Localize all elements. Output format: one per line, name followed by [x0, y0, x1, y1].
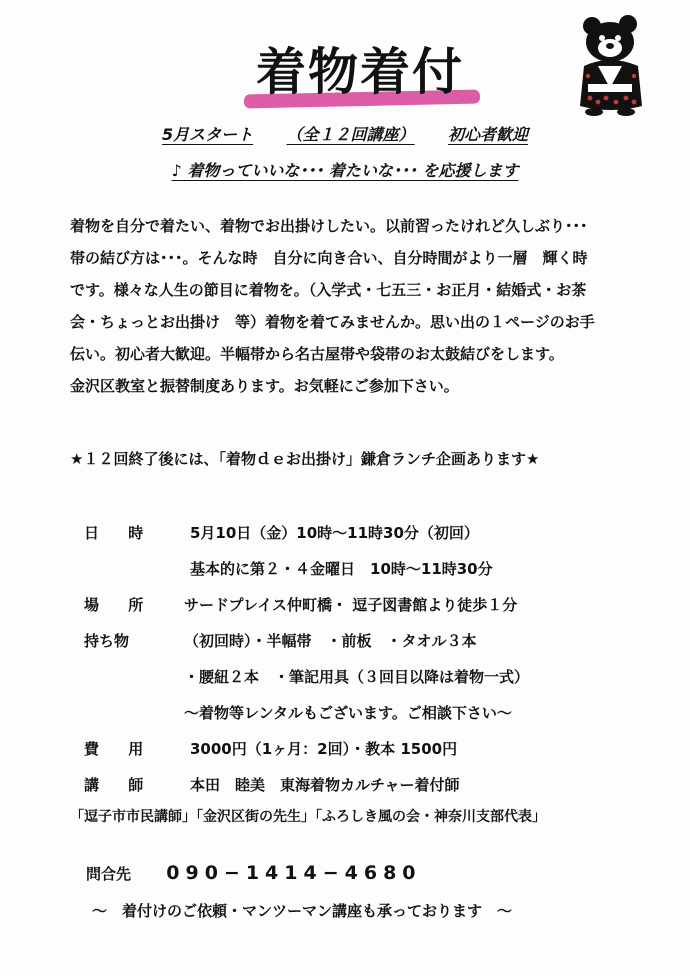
datetime-label: 日 時	[84, 524, 156, 542]
subtitle-start: 5月スタート	[161, 125, 254, 144]
items-row-3	[84, 696, 664, 732]
place-value: サードプレイス仲町橋・ 逗子図書館より徒歩１分	[184, 596, 518, 614]
teacher-row	[84, 768, 664, 804]
intro-line: 会・ちょっとお出掛け 等）着物を着てみませんか。思い出の１ページのお手	[70, 313, 595, 331]
items-value-2: ・腰紐２本 ・筆記用具（３回目以降は着物一式）	[184, 668, 530, 686]
fee-row	[84, 732, 664, 768]
footer-note: 〜 着付けのご依頼・マンツーマン講座も承っております 〜	[92, 902, 513, 920]
teacher-value: 本田 睦美 東海着物カルチャー着付師	[190, 776, 460, 794]
datetime-row	[84, 516, 664, 552]
contact-line	[86, 862, 422, 884]
fee-value: 3000円（1ヶ月：2回）・教本 1500円	[190, 740, 458, 758]
intro-line: 伝い。初心者大歓迎。半幅帯から名古屋帯や袋帯のお太鼓結びをします。	[70, 345, 564, 363]
fee-label: 費 用	[84, 740, 156, 758]
title-block	[240, 40, 480, 110]
items-label: 持ち物	[84, 632, 130, 650]
subtitle-lectures: （全１２回講座）	[286, 125, 415, 144]
subtitle-tagline-text: ♪ 着物っていいな･･･ 着たいな･･･ を応援します	[171, 161, 519, 180]
contact-label: 問合先	[86, 865, 132, 883]
place-label: 場 所	[84, 596, 156, 614]
page-title: 着物着付	[256, 43, 464, 101]
kimono-bear-mascot-icon	[576, 14, 648, 118]
datetime-row-2	[84, 552, 664, 588]
lunch-event-note: ★１２回終了後には、「着物ｄｅお出掛け」鎌倉ランチ企画あります★	[70, 450, 540, 468]
datetime-value: 5月10日（金）10時〜11時30分（初回）	[190, 524, 479, 542]
contact-phone: 090−1414−4680	[166, 862, 422, 884]
datetime-value-2: 基本的に第２・４金曜日 10時〜11時30分	[190, 560, 493, 578]
teacher-label: 講 師	[84, 776, 156, 794]
intro-line: 帯の結び方は･･･。そんな時 自分に向き合い、自分時間がより一層 輝く時	[70, 249, 588, 267]
subtitle-course-info	[60, 122, 630, 145]
intro-line: 着物を自分で着たい、着物でお出掛けしたい。以前習ったけれど久しぶり･･･	[70, 217, 588, 235]
place-row	[84, 588, 664, 624]
intro-paragraph	[70, 210, 650, 402]
items-row-2	[84, 660, 664, 696]
subtitle-tagline	[60, 158, 630, 181]
teacher-credentials: 「逗子市市民講師」「金沢区街の先生」「ふろしき風の会・神奈川支部代表」	[70, 809, 546, 825]
intro-line: 金沢区教室と振替制度あります。お気軽にご参加下さい。	[70, 377, 459, 395]
course-details	[84, 516, 664, 804]
rental-note: 〜着物等レンタルもございます。ご相談下さい〜	[184, 704, 512, 722]
intro-line: です。様々な人生の節目に着物を。（入学式・七五三・お正月・結婚式・お茶	[70, 281, 587, 299]
items-row	[84, 624, 664, 660]
subtitle-welcome: 初心者歓迎	[447, 125, 528, 144]
items-value: （初回時）・半幅帯 ・前板 ・タオル３本	[184, 632, 477, 650]
